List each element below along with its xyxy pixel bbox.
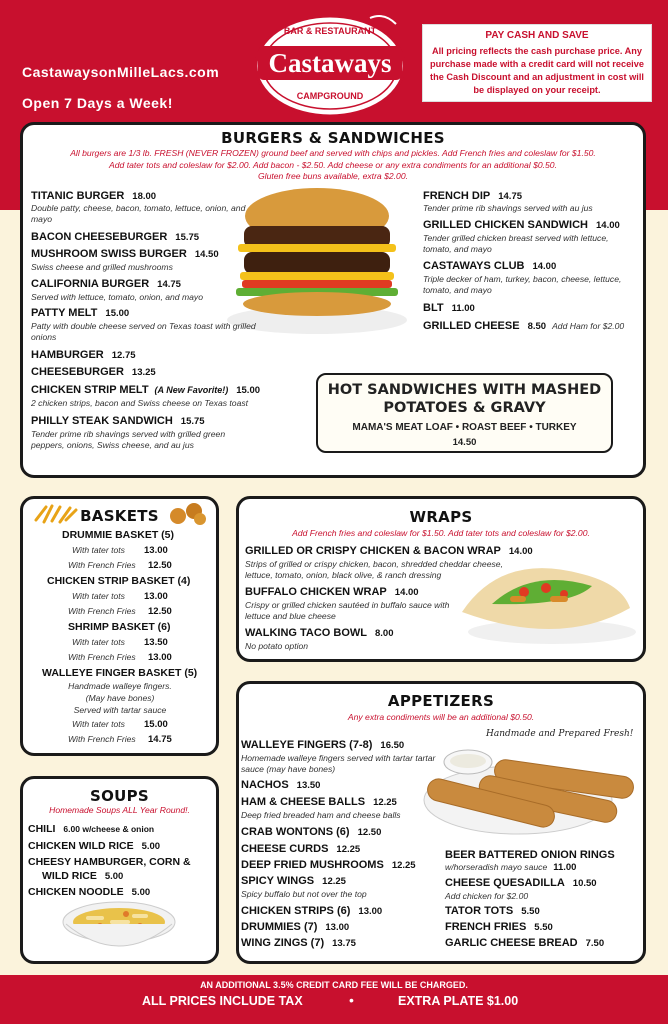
appetizer-item: BEER BATTERED ONION RINGS bbox=[445, 849, 615, 861]
wrap-item: GRILLED OR CRISPY CHICKEN & BACON WRAP 14.00 bbox=[245, 545, 533, 557]
item-desc: Double patty, cheese, bacon, tomato, lettuce, onion, and mayo bbox=[31, 203, 246, 224]
item-desc: Tender prime rib shavings served with au jus bbox=[423, 203, 593, 213]
appetizer-item: CRAB WONTONS (6) 12.50 bbox=[241, 826, 382, 838]
menu-item: PATTY MELT 15.00 bbox=[31, 307, 130, 319]
appetizer-item: WING ZINGS (7) 13.75 bbox=[241, 937, 356, 949]
appetizers-title: APPETIZERS bbox=[387, 692, 495, 710]
basket-option: With tater tots 13.50 bbox=[72, 637, 168, 648]
basket-option: With tater tots 13.00 bbox=[72, 591, 168, 602]
menu-item: TITANIC BURGER 18.00 bbox=[31, 190, 157, 202]
soup-item: CHEESY HAMBURGER, CORN & bbox=[28, 856, 191, 868]
wraps-note: Add French fries and coleslaw for $1.50. Add tater tots and coleslaw for $2.00. bbox=[292, 528, 590, 538]
item-desc: Strips of grilled or crispy chicken, bacon, shredded cheddar cheese, lettuce, tomato, onion, black olive, & ranch dressing bbox=[245, 559, 503, 580]
soup-item: WILD RICE 5.00 bbox=[42, 870, 124, 882]
castaways-logo bbox=[252, 8, 412, 120]
item-desc: Tender prime rib shavings served with grilled green peppers, onions, Swiss cheese, and au jus bbox=[31, 429, 226, 450]
item-desc: Swiss cheese and grilled mushrooms bbox=[31, 262, 173, 272]
basket-option: With tater tots 13.00 bbox=[72, 545, 168, 556]
basket-desc: Handmade walleye fingers. bbox=[68, 681, 172, 691]
wraps-title: WRAPS bbox=[409, 508, 473, 526]
menu-item: PHILLY STEAK SANDWICH 15.75 bbox=[31, 415, 205, 427]
menu-item: CHICKEN STRIP MELT (A New Favorite!) 15.00 bbox=[31, 384, 261, 396]
menu-item: GRILLED CHEESE 8.50 Add Ham for $2.00 bbox=[423, 320, 625, 332]
menu-item: MUSHROOM SWISS BURGER 14.50 bbox=[31, 248, 219, 260]
appetizer-item: DEEP FRIED MUSHROOMS 12.25 bbox=[241, 859, 416, 871]
appetizer-item: CHICKEN STRIPS (6) 13.00 bbox=[241, 905, 383, 917]
appetizers-note: Any extra condiments will be an additional $0.50. bbox=[347, 712, 535, 722]
item-desc: Tender grilled chicken breast served with lettuce, tomato, and mayo bbox=[423, 233, 609, 254]
basket-option: With French Fries 14.75 bbox=[68, 734, 172, 745]
item-desc: Deep fried breaded ham and cheese balls bbox=[241, 810, 401, 820]
appetizer-item: TATOR TOTS 5.50 bbox=[445, 905, 540, 917]
basket-option: With French Fries 12.50 bbox=[68, 606, 172, 617]
item-desc: Homemade walleye fingers served with tartar tartar sauce (may have bones) bbox=[241, 753, 436, 774]
hot-items: MAMA'S MEAT LOAF • ROAST BEEF • TURKEY bbox=[352, 422, 577, 433]
basket-item: DRUMMIE BASKET (5) bbox=[62, 529, 174, 541]
menu-item: FRENCH DIP 14.75 bbox=[423, 190, 523, 202]
tax-note: ALL PRICES INCLUDE TAX bbox=[142, 994, 303, 1008]
appetizer-item: WALLEYE FINGERS (7-8) 16.50 bbox=[241, 739, 405, 751]
item-desc: 2 chicken strips, bacon and Swiss cheese on Texas toast bbox=[31, 398, 249, 408]
hot-sandwiches-box bbox=[316, 373, 613, 453]
basket-item: SHRIMP BASKET (6) bbox=[68, 621, 171, 633]
wrap-item: BUFFALO CHICKEN WRAP 14.00 bbox=[245, 586, 419, 598]
menu-item: CHEESEBURGER 13.25 bbox=[31, 366, 156, 378]
basket-item: CHICKEN STRIP BASKET (4) bbox=[47, 575, 191, 587]
appetizer-item: SPICY WINGS 12.25 bbox=[241, 875, 346, 887]
baskets-title: BASKETS bbox=[80, 507, 159, 525]
basket-option: With French Fries 12.50 bbox=[68, 560, 172, 571]
handmade-note: Handmade and Prepared Fresh! bbox=[486, 729, 634, 739]
hot-title-2: POTATOES & GRAVY bbox=[383, 400, 546, 416]
hot-price: 14.50 bbox=[452, 437, 477, 448]
item-desc: Spicy buffalo but not over the top bbox=[241, 889, 367, 899]
appetizer-item: DRUMMIES (7) 13.00 bbox=[241, 921, 350, 933]
soup-item: CHILI 6.00 w/cheese & onion bbox=[28, 823, 155, 835]
item-desc: Served with lettuce, tomato, onion, and mayo bbox=[31, 292, 203, 302]
appetizer-item: CHEESE CURDS 12.25 bbox=[241, 843, 361, 855]
basket-option: With tater tots 15.00 bbox=[72, 719, 168, 730]
item-desc: Triple decker of ham, turkey, bacon, cheese, lettuce, tomato, and mayo bbox=[423, 274, 622, 295]
basket-desc: (May have bones) bbox=[85, 693, 155, 703]
svg-text:CAMPGROUND: CAMPGROUND bbox=[296, 91, 364, 101]
menu-item: HAMBURGER 12.75 bbox=[31, 349, 136, 361]
pay-cash-title: PAY CASH AND SAVE bbox=[485, 30, 589, 41]
burgers-note-1: All burgers are 1/3 lb. FRESH (NEVER FROZEN) ground beef and served with chips and pickles. Add French fries and coleslaw for $1.50. bbox=[70, 148, 596, 158]
basket-desc: Served with tartar sauce bbox=[73, 705, 167, 715]
fries-icon bbox=[32, 504, 78, 526]
item-desc: w/horseradish mayo sauce 11.00 bbox=[445, 862, 577, 873]
burgers-note-3: Gluten free buns available, extra $2.00. bbox=[257, 171, 408, 181]
soup-bowl-image bbox=[60, 898, 178, 958]
appetizer-item: FRENCH FRIES 5.50 bbox=[445, 921, 553, 933]
appetizer-item: GARLIC CHEESE BREAD 7.50 bbox=[445, 937, 605, 949]
menu-item: BACON CHEESEBURGER 15.75 bbox=[31, 231, 200, 243]
item-desc: Crispy or grilled chicken sautéed in buffalo sauce with lettuce and blue cheese bbox=[245, 600, 450, 621]
hot-title-1: HOT SANDWICHES WITH MASHED bbox=[327, 382, 602, 398]
pay-cash-body: All pricing reflects the cash purchase price. Any purchase made with a credit card will not receive the Cash Discount and an adjustment in cost will be displayed on your receipt. bbox=[430, 46, 644, 95]
burgers-title: BURGERS & SANDWICHES bbox=[221, 129, 445, 147]
appetizer-item: HAM & CHEESE BALLS 12.25 bbox=[241, 796, 397, 808]
menu-item: GRILLED CHICKEN SANDWICH 14.00 bbox=[423, 219, 620, 231]
svg-text:BAR & RESTAURANT: BAR & RESTAURANT bbox=[283, 26, 377, 36]
soup-item: CHICKEN NOODLE 5.00 bbox=[28, 886, 151, 898]
basket-item: WALLEYE FINGER BASKET (5) bbox=[42, 667, 198, 679]
pay-cash-notice bbox=[422, 24, 652, 102]
walleye-image bbox=[418, 748, 638, 840]
menu-item: BLT 11.00 bbox=[423, 302, 475, 314]
soups-title: SOUPS bbox=[89, 787, 150, 805]
item-desc: Patty with double cheese served on Texas toast with grilled onions bbox=[31, 321, 256, 342]
extra-plate-note: EXTRA PLATE $1.00 bbox=[398, 994, 519, 1008]
appetizer-item: NACHOS 13.50 bbox=[241, 779, 321, 791]
website-url[interactable]: CastawaysonMilleLacs.com bbox=[22, 64, 220, 80]
burgers-note-2: Add tater tots and coleslaw for $2.00. Add bacon - $2.50. Add cheese or any extra condiments for an additional $0.50. bbox=[109, 159, 557, 170]
item-desc: Add chicken for $2.00 bbox=[445, 891, 529, 901]
basket-option: With French Fries 13.00 bbox=[68, 652, 172, 663]
appetizer-item: CHEESE QUESADILLA 10.50 bbox=[445, 877, 597, 889]
separator-dot: • bbox=[349, 992, 354, 1008]
wrap-item: WALKING TACO BOWL 8.00 bbox=[245, 627, 394, 639]
svg-text:Castaways: Castaways bbox=[268, 48, 392, 78]
soups-note: Homemade Soups ALL Year Round!. bbox=[49, 805, 190, 815]
card-fee-note: AN ADDITIONAL 3.5% CREDIT CARD FEE WILL BE CHARGED. bbox=[200, 980, 468, 990]
menu-item: CALIFORNIA BURGER 14.75 bbox=[31, 278, 181, 290]
menu-item: CASTAWAYS CLUB 14.00 bbox=[423, 260, 557, 272]
soup-item: CHICKEN WILD RICE 5.00 bbox=[28, 840, 161, 852]
hours-text: Open 7 Days a Week! bbox=[22, 95, 173, 111]
tots-icon bbox=[166, 500, 210, 526]
item-desc: No potato option bbox=[245, 641, 309, 651]
